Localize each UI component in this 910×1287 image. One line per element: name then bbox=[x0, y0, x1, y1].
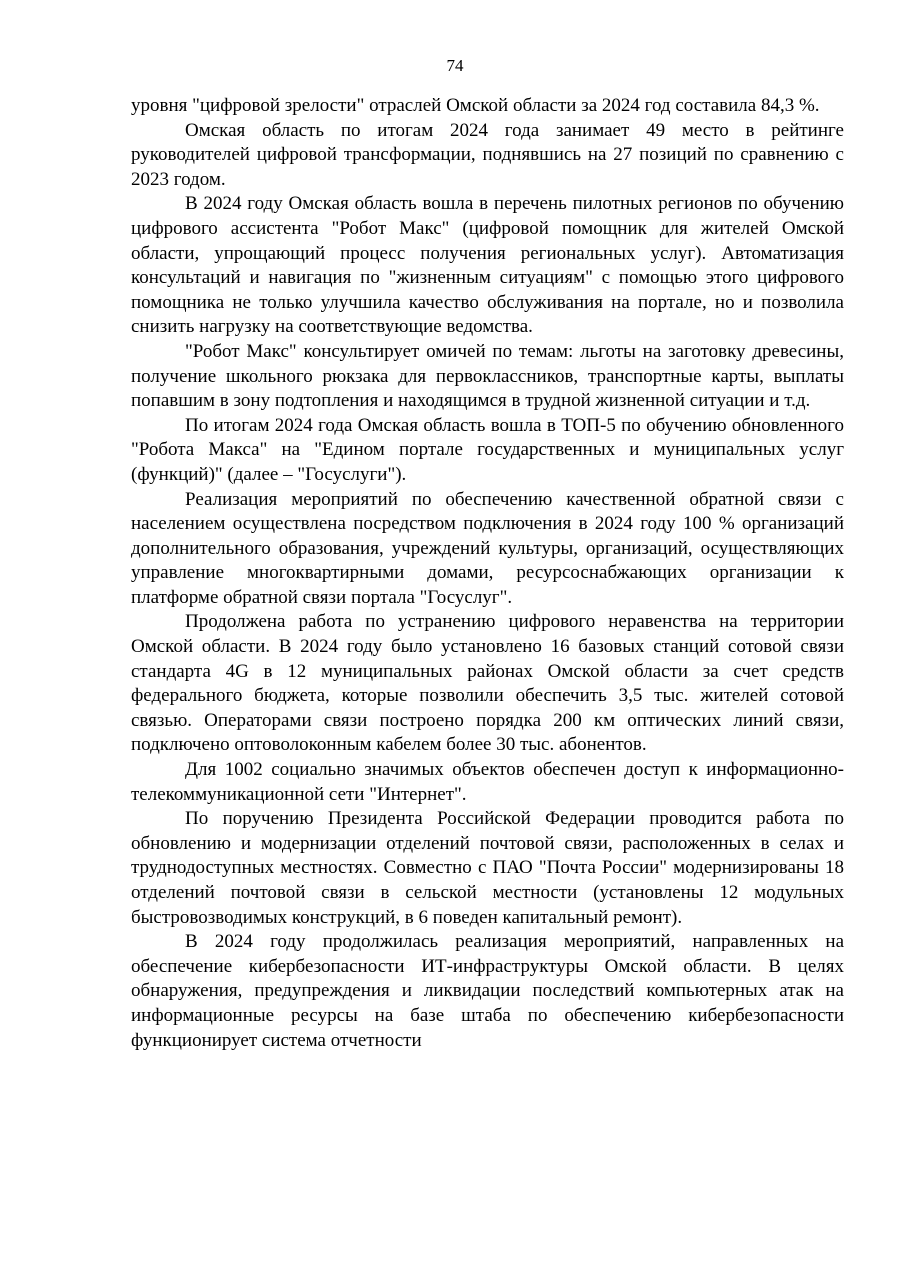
page-number: 74 bbox=[446, 56, 464, 75]
paragraph-digital-inequality: Продолжена работа по устранению цифрового неравенства на территории Омской области. В 2024 году было установлено 16 базовых станций сотовой связи стандарта 4G в 12 муниципальных районах Омской области за счет средств федерального бюджета, которые позволили обеспечить 3,5 тыс. жителей сотовой связью. Операторами связи построено порядка 200 км оптических линий связи, подключено оптоволоконным кабелем более 30 тыс. абонентов. bbox=[131, 611, 844, 756]
paragraph-rating: Омская область по итогам 2024 года занимает 49 место в рейтинге руководителей цифровой трансформации, поднявшись на 27 позиций по сравнению с 2023 годом. bbox=[131, 119, 844, 190]
paragraph-digital-maturity: уровня "цифровой зрелости" отраслей Омской области за 2024 год составила 84,3 %. bbox=[131, 95, 820, 116]
paragraph-top5: По итогам 2024 года Омская область вошла в ТОП-5 по обучению обновленного "Робота Макса" на "Едином портале государственных и муниципальных услуг (функций)" (далее – "Госуслуги"). bbox=[131, 414, 844, 485]
paragraph-feedback: Реализация мероприятий по обеспечению качественной обратной связи с населением осуществлена посредством подключения в 2024 году 100 % организаций дополнительного образования, учреждений культуры, организаций, осуществляющих управление многоквартирными домами, ресурсоснабжающих организации к платформе обратной связи портала "Госуслуг". bbox=[131, 488, 844, 608]
paragraph-robot-max-topics: "Робот Макс" консультирует омичей по темам: льготы на заготовку древесины, получение школьного рюкзака для первоклассников, транспортные карты, выплаты попавшим в зону подтопления и находящимся в трудной жизненной ситуации и т.д. bbox=[131, 340, 844, 412]
paragraph-cybersecurity: В 2024 году продолжилась реализация мероприятий, направленных на обеспечение кибербезопасности ИТ-инфраструктуры Омской области. В целях обнаружения, предупреждения и ликвидации последствий компьютерных атак на информационные ресурсы на базе штаба по обеспечению кибербезопасности функционирует система отчетности bbox=[131, 931, 844, 1051]
paragraph-post-offices: По поручению Президента Российской Федерации проводится работа по обновлению и модернизации отделений почтовой связи, расположенных в селах и труднодоступных местностях. Совместно с ПАО "Почта России" модернизированы 18 отделений почтовой связи в сельской местности (установлены 12 модульных быстровозводимых конструкций, в 6 поведен капитальный ремонт). bbox=[131, 808, 844, 928]
document-body bbox=[131, 94, 844, 1053]
paragraph-robot-max-pilot: В 2024 году Омская область вошла в перечень пилотных регионов по обучению цифрового ассистента "Робот Макс" (цифровой помощник для жителей Омской области, упрощающий процесс получения региональных услуг). Автоматизация консультаций и навигация по "жизненным ситуациям" с помощью этого цифрового помощника не только улучшила качество обслуживания на портале, но и позволила снизить нагрузку на соответствующие ведомства. bbox=[131, 193, 844, 338]
paragraph-internet-access: Для 1002 социально значимых объектов обеспечен доступ к информационно-телекоммуникационной сети "Интернет". bbox=[131, 759, 844, 805]
